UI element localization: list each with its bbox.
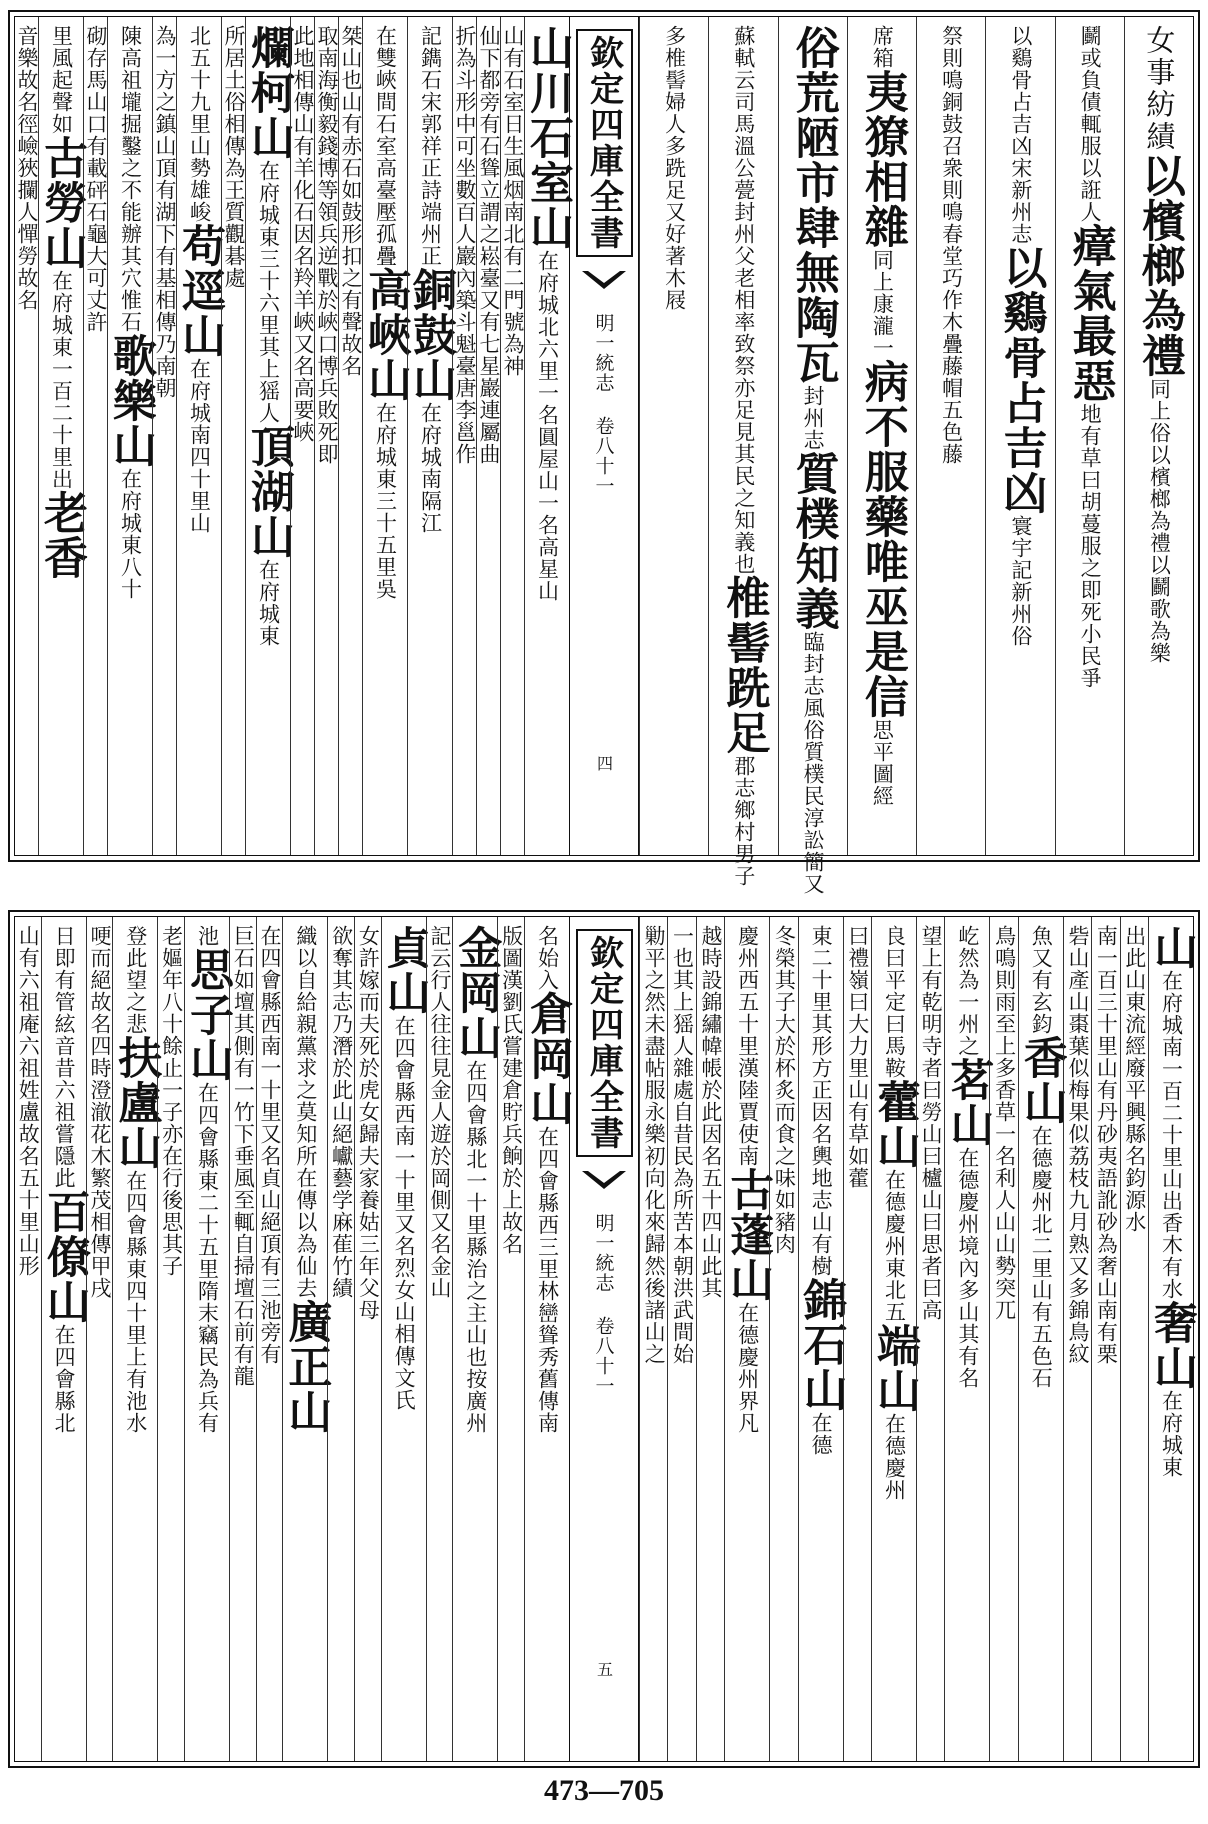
body-text: 版圖 <box>499 925 524 969</box>
body-text: 陳高祖壠掘鑿之不能辦其穴惟石 <box>118 25 143 333</box>
body-text: 巨石如壇其側有一竹下垂風至輒自掃壇石前有龍 <box>231 925 256 1387</box>
body-text: 名始入 <box>535 925 560 991</box>
body-text: 里風起聲如 <box>49 25 74 135</box>
text-column <box>243 17 294 855</box>
body-text: 者曰勞山曰櫨山曰思者曰高 <box>919 1057 944 1321</box>
text-column <box>522 17 573 855</box>
body-text: 在四會縣東二十五里隋末竊民為兵有 <box>195 1082 220 1434</box>
body-text: 慶州西五十里漢陸賈使南 <box>735 925 760 1167</box>
body-text: 日即有管絃音昔六祖嘗隱此 <box>52 925 77 1189</box>
page-frame <box>14 16 1194 895</box>
body-text: 屹然為一州之 <box>955 925 980 1057</box>
text-column <box>696 917 724 1761</box>
text-column <box>174 17 225 855</box>
body-text: 以鷄骨占吉凶 <box>1008 25 1033 157</box>
body-text: 在四會縣西三里林巒聳秀舊傳南 <box>535 1126 560 1434</box>
heading-text: 端山 <box>868 1323 920 1413</box>
right-half <box>639 917 1197 1761</box>
body-text: 臨封志風俗質樸民淳訟簡又 <box>801 631 826 895</box>
center-page-number: 五 <box>594 1660 614 1677</box>
heading-text: 廣正山 <box>280 1299 332 1434</box>
text-column <box>847 17 916 855</box>
center-title: 欽定四庫全書 <box>576 29 633 257</box>
heading-text: 俗荒陋市肆無陶瓦 <box>787 25 839 385</box>
body-text: 南一百三十里山有丹砂夷語訛砂為奢山南有栗 <box>1094 925 1119 1365</box>
body-text: 下有基相傳乃南朝 <box>153 223 177 399</box>
text-column <box>221 17 245 855</box>
text-column <box>778 17 847 895</box>
heading-text: 金岡山 <box>450 925 502 1060</box>
text-column <box>83 17 107 855</box>
text-column <box>667 917 695 1761</box>
text-column <box>476 17 500 855</box>
body-text: 在府城北六里一名圓屋山一名高星山 <box>535 250 560 602</box>
text-column <box>256 917 283 1761</box>
body-text: 封州志 <box>801 385 826 451</box>
heading-text: 頂湖山 <box>243 424 294 559</box>
text-column <box>769 917 797 1761</box>
body-text: 在德慶州東北五 <box>882 1169 907 1323</box>
body-text: 取南海衡毅錢博等領兵逆戰於峽口博兵敗死即 <box>315 25 339 465</box>
heading-text: 山 <box>1146 925 1197 970</box>
heading-text: 古勞山 <box>36 135 87 270</box>
body-text: 記鐫石宋郭祥正詩端州正 <box>418 25 443 267</box>
text-column <box>500 17 524 855</box>
heading-text: 老香 <box>36 490 87 580</box>
body-text: 北五十九里山勢雄峻 <box>187 25 212 223</box>
body-text: 所居土俗相傳為王質觀碁處 <box>222 25 246 289</box>
body-text: 郡志鄉村男子 <box>731 755 756 887</box>
body-text: 老嫗年八十餘止一子亦在行後思其子 <box>159 925 184 1277</box>
body-text: 越時設錦繡幃帳於此因名 <box>698 925 723 1167</box>
center-volume: 明一統志 卷八十一 <box>592 313 615 496</box>
body-text: 在府城東八十 <box>118 468 143 600</box>
heading-text: 山川 <box>522 25 573 115</box>
body-text: 在德慶州 <box>882 1413 907 1501</box>
text-column <box>452 17 476 855</box>
body-text: 山有六祖庵六祖姓盧故名 <box>16 925 41 1167</box>
text-column <box>722 917 774 1761</box>
body-text: 四時澄澈花木繁茂相傳甲戌 <box>87 1035 112 1299</box>
body-text: 在府城南隔江 <box>418 402 443 534</box>
body-text: 在德慶州界凡 <box>735 1302 760 1434</box>
book-page-upper <box>8 10 1200 895</box>
text-column <box>1055 17 1124 855</box>
body-text: 砦山產山棗葉似梅果似荔枝九月熟又多錦鳥紋 <box>1065 925 1090 1365</box>
body-text: 池 <box>195 925 220 947</box>
heading-text: 質樸知義 <box>787 451 839 631</box>
text-column <box>157 917 184 1761</box>
body-text: 鬬或負債輒服以誑人 <box>1078 25 1103 223</box>
page-frame <box>14 916 1197 1762</box>
text-column <box>1063 917 1091 1761</box>
body-text: 音樂故名 <box>15 25 39 113</box>
body-text: 五十里山形 <box>16 1167 41 1277</box>
heading-text: 藿山 <box>868 1079 920 1169</box>
heading-text: 歌樂山 <box>105 333 156 468</box>
body-text: 山有石室日生風烟南北有二門號為神 <box>501 25 525 377</box>
text-column <box>1124 17 1193 855</box>
heading-text: 扶盧山 <box>110 1035 162 1170</box>
body-text: 桀山也山有赤石如鼓形扣之有聲故名 <box>339 25 363 377</box>
heading-text: 思子山 <box>181 947 233 1082</box>
text-column <box>916 917 944 1761</box>
body-text: 祭則鳴銅鼓召衆則鳴春堂巧作木疊藤帽五色藤 <box>939 25 964 465</box>
text-column <box>105 17 156 855</box>
heading-text: 銅鼓山 <box>405 267 456 402</box>
text-column <box>1146 917 1197 1761</box>
body-text: 五十四山此其 <box>698 1167 723 1299</box>
text-column <box>522 917 573 1761</box>
text-column <box>708 17 777 887</box>
text-column <box>378 917 430 1761</box>
body-text: 地有草曰胡蔓服之即死小民爭 <box>1078 403 1103 689</box>
text-column <box>15 17 38 855</box>
body-text: 一也其上猺人雜處自昔民為所苦本朝洪武間始 <box>670 925 695 1365</box>
heading-text: 香山 <box>1015 1035 1067 1125</box>
text-column <box>843 917 871 1761</box>
heading-text: 石室山 <box>522 115 573 250</box>
center-page-number: 四 <box>594 755 614 772</box>
body-text: 女事紡績 <box>1142 25 1177 153</box>
text-column <box>38 917 90 1761</box>
body-text: 在四會縣東四十里上有池水 <box>123 1170 148 1434</box>
body-text: 在四會縣西南一十里又名貞山絕頂有三池旁有 <box>257 925 282 1365</box>
text-column <box>360 17 411 855</box>
heading-text: 以鷄骨占吉凶 <box>995 245 1047 515</box>
left-half <box>15 17 573 855</box>
heading-text: 椎髻跣足 <box>718 575 770 755</box>
body-text: 里山有草如藿 <box>845 1057 870 1189</box>
body-text: 冬榮其子大於杯炙而食之味如豬肉 <box>772 925 797 1255</box>
body-text: 登此望之悲 <box>123 925 148 1035</box>
body-text: 女許嫁而夫死於虎女歸夫家養姑三年父母 <box>356 925 381 1321</box>
heading-text: 瘴氣最惡 <box>1064 223 1116 403</box>
body-text: 在德慶州北二里山有五色石 <box>1029 1125 1054 1389</box>
body-text: 出此山東流經廢平興縣名鈞源水 <box>1122 925 1147 1233</box>
book-page-lower <box>8 910 1200 1768</box>
text-column <box>985 17 1054 855</box>
body-text: 蘇軾云司馬溫公甍封州父老相率致祭亦足見其民之知義也 <box>731 25 756 575</box>
body-text: 為一方之鎮山頂有湖 <box>153 25 177 223</box>
heading-text: 倉岡山 <box>522 991 573 1126</box>
body-text: 在府城南一百二十里山出香木有水 <box>1159 970 1184 1300</box>
text-column <box>290 17 314 855</box>
text-column <box>450 917 502 1761</box>
body-text: 勦平之然未盡帖服永樂初向化來歸然後諸山之 <box>642 925 667 1365</box>
text-column <box>497 917 524 1761</box>
text-column <box>229 917 256 1761</box>
heading-text: 茗山 <box>942 1057 994 1147</box>
text-column <box>639 17 708 855</box>
text-column <box>1120 917 1148 1761</box>
body-text: 上多香草一名利人山山勢突兀 <box>992 1035 1017 1321</box>
body-text: 漢劉氏嘗建倉貯兵餉於上故名 <box>499 969 524 1255</box>
body-text: 仙下都旁有石聳立謂之崧臺又有七星巖連屬曲 <box>477 25 501 465</box>
body-text: 折為斗形中可坐數百人巖內築斗魁臺唐李邕作 <box>453 25 477 465</box>
fishtail-mark-icon <box>580 1169 628 1191</box>
text-column <box>1015 917 1067 1761</box>
body-text: 在府城東三十五里吳 <box>373 402 398 600</box>
heading-text: 爛柯山 <box>243 25 294 160</box>
text-column <box>989 917 1017 1761</box>
body-text: 寰宇記新州俗 <box>1008 515 1033 647</box>
body-text: 在府城東 <box>256 559 281 647</box>
body-text: 同上康瀧一 <box>870 249 895 359</box>
text-column <box>86 917 113 1761</box>
text-column <box>639 917 667 1761</box>
heading-text: 錦石山 <box>795 1277 847 1412</box>
heading-text: 奢山 <box>1146 1300 1197 1390</box>
body-text: 記云行人往往見金人遊於岡側又名金山 <box>428 925 452 1299</box>
body-text: 思平圖經 <box>870 719 895 807</box>
body-text: 哽而絕故名 <box>87 925 112 1035</box>
body-text: 望上有乾明寺 <box>919 925 944 1057</box>
text-column <box>354 917 381 1761</box>
body-text: 在德 <box>809 1412 834 1456</box>
text-column <box>110 917 162 1761</box>
heading-text: 百僚山 <box>38 1189 90 1324</box>
body-text: 在四會縣北 <box>52 1324 77 1434</box>
body-text: 在德慶州境內多山其有名 <box>955 1147 980 1389</box>
text-column <box>181 917 233 1761</box>
body-text: 魚又有玄鈞 <box>1029 925 1054 1035</box>
body-text: 在府城東三十六里其上猺人 <box>256 160 281 424</box>
page-footer-number: 473—705 <box>544 1774 664 1807</box>
left-half <box>15 917 573 1761</box>
fishtail-mark-icon <box>580 269 628 291</box>
center-fold <box>569 917 639 1761</box>
text-column <box>426 917 453 1761</box>
body-text: 欲奪其志乃潛於此山絕巘藝学麻萑竹績 <box>329 925 354 1299</box>
text-column <box>280 917 332 1761</box>
body-text: 在四會縣西南一十里又名烈女山相傳文氏 <box>392 1015 417 1411</box>
right-half <box>639 17 1193 895</box>
body-text: 織以自給親黨求之莫知所在傳以為仙去 <box>293 925 318 1299</box>
text-column <box>36 17 87 855</box>
body-text: 宋新州志 <box>1008 157 1033 245</box>
body-text: 此地相傳山有羊化石因名羚羊峽又名高要峽 <box>291 25 315 443</box>
heading-text: 貞山 <box>378 925 430 1015</box>
body-text: 曰禮嶺曰大力 <box>845 925 870 1057</box>
heading-text: 夷獠相雜 <box>856 69 908 249</box>
body-text: 徑嶮狹攔人憚勞故名 <box>15 113 39 311</box>
body-text: 席 <box>870 25 895 47</box>
body-text: 多椎髻婦人多跣足又好著木屐 <box>662 25 687 311</box>
body-text: 良曰平定曰馬鞍 <box>882 925 907 1079</box>
text-column <box>868 917 920 1761</box>
body-text: 同上俗以檳榔為禮以鬬歌為樂 <box>1147 378 1172 664</box>
body-text: 在府城南四十里山 <box>187 358 212 534</box>
body-text: 在府城東一百二十里出 <box>49 270 74 490</box>
body-text: 在府城東 <box>1159 1390 1184 1478</box>
heading-text: 病不服藥唯巫是信 <box>856 359 908 719</box>
heading-text: 高峽山 <box>360 267 411 402</box>
text-column <box>152 17 176 855</box>
text-column <box>1091 917 1119 1761</box>
center-fold <box>569 17 639 855</box>
heading-text: 古蓬山 <box>722 1167 774 1302</box>
body-text: 箱 <box>870 47 895 69</box>
body-text: 在四會縣北一十里縣治之主山也按廣州 <box>463 1060 488 1434</box>
body-text: 東二十里其形方正因名輿地志山有樹 <box>809 925 834 1277</box>
body-text: 砌存馬山口有載砰石龜大可丈許 <box>84 25 108 333</box>
text-column <box>916 17 985 855</box>
body-text: 在雙峽間石室高臺壓孤疊 <box>373 25 398 267</box>
text-column <box>15 917 41 1761</box>
text-column <box>338 17 362 855</box>
heading-text: 苟逕山 <box>174 223 225 358</box>
body-text: 鳥鳴則雨至 <box>992 925 1017 1035</box>
center-title: 欽定四庫全書 <box>576 929 633 1157</box>
text-column <box>405 17 456 855</box>
heading-text: 以檳榔為禮 <box>1133 153 1185 378</box>
center-volume: 明一統志 卷八十一 <box>592 1213 615 1396</box>
text-column <box>314 17 338 855</box>
text-column <box>327 917 354 1761</box>
text-column <box>942 917 994 1761</box>
text-column <box>795 917 847 1761</box>
